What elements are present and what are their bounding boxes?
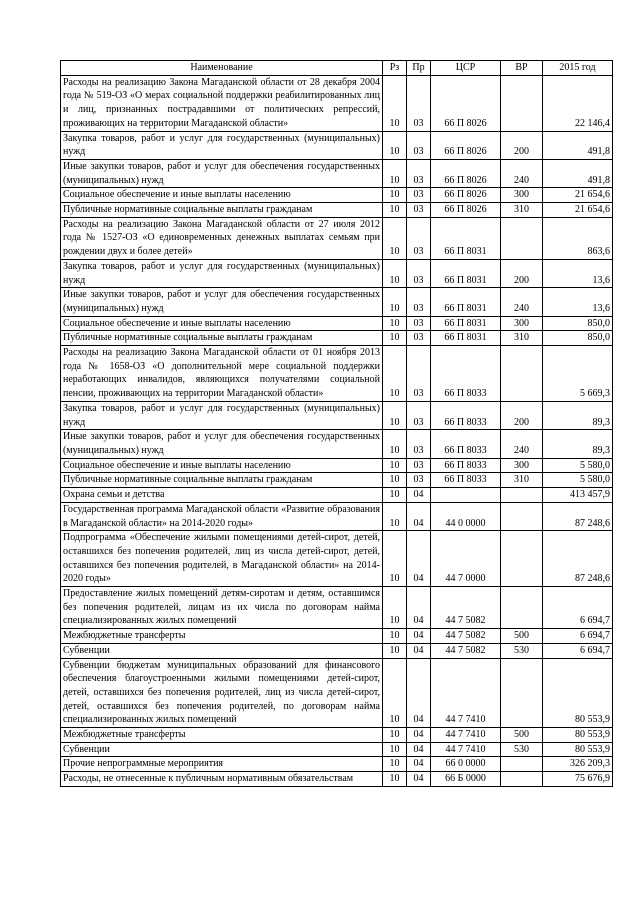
table-row bbox=[61, 159, 613, 187]
row-pr: 04 bbox=[407, 643, 431, 658]
row-csr: 66 П 8033 bbox=[431, 346, 501, 402]
row-rz: 10 bbox=[383, 658, 407, 728]
table-row bbox=[61, 658, 613, 728]
row-vr bbox=[501, 772, 543, 787]
table-row bbox=[61, 331, 613, 346]
header-row bbox=[61, 61, 613, 76]
row-vr bbox=[501, 502, 543, 530]
row-vr: 530 bbox=[501, 742, 543, 757]
table-row bbox=[61, 346, 613, 402]
col-header-pr: Пр bbox=[407, 61, 431, 76]
row-name: Иные закупки товаров, работ и услуг для обеспечения государственных (муниципальных) нужд bbox=[61, 159, 383, 187]
table-row bbox=[61, 288, 613, 316]
row-csr bbox=[431, 488, 501, 503]
row-name: Закупка товаров, работ и услуг для государственных (муниципальных) нужд bbox=[61, 131, 383, 159]
row-pr: 04 bbox=[407, 742, 431, 757]
row-pr: 03 bbox=[407, 346, 431, 402]
row-vr bbox=[501, 531, 543, 587]
row-vr: 200 bbox=[501, 401, 543, 429]
row-csr: 66 П 8031 bbox=[431, 288, 501, 316]
row-csr: 44 7 5082 bbox=[431, 629, 501, 644]
table-row bbox=[61, 131, 613, 159]
row-pr: 03 bbox=[407, 430, 431, 458]
row-csr: 66 П 8033 bbox=[431, 401, 501, 429]
row-rz: 10 bbox=[383, 502, 407, 530]
row-vr bbox=[501, 346, 543, 402]
row-pr: 03 bbox=[407, 288, 431, 316]
table-row bbox=[61, 217, 613, 259]
row-pr: 03 bbox=[407, 188, 431, 203]
row-pr: 04 bbox=[407, 728, 431, 743]
row-csr: 44 7 5082 bbox=[431, 587, 501, 629]
row-amount: 491,8 bbox=[543, 131, 613, 159]
row-rz: 10 bbox=[383, 346, 407, 402]
row-csr: 44 7 5082 bbox=[431, 643, 501, 658]
row-name: Подпрограмма «Обеспечение жилыми помещениями детей-сирот, детей, оставшихся без попечения родителей, лиц из числа детей-сирот, детей, оставшихся без попечения родителей, в Магаданской области» на 2014-2020 годы» bbox=[61, 531, 383, 587]
table-row bbox=[61, 188, 613, 203]
row-rz: 10 bbox=[383, 728, 407, 743]
row-rz: 10 bbox=[383, 288, 407, 316]
row-name: Закупка товаров, работ и услуг для государственных (муниципальных) нужд bbox=[61, 259, 383, 287]
row-amount: 5 669,3 bbox=[543, 346, 613, 402]
row-csr: 44 0 0000 bbox=[431, 502, 501, 530]
row-vr bbox=[501, 75, 543, 131]
row-csr: 44 7 0000 bbox=[431, 531, 501, 587]
row-amount: 87 248,6 bbox=[543, 502, 613, 530]
row-amount: 413 457,9 bbox=[543, 488, 613, 503]
row-amount: 87 248,6 bbox=[543, 531, 613, 587]
row-pr: 04 bbox=[407, 488, 431, 503]
row-name: Социальное обеспечение и иные выплаты населению bbox=[61, 458, 383, 473]
row-csr: 66 П 8026 bbox=[431, 131, 501, 159]
row-rz: 10 bbox=[383, 757, 407, 772]
col-header-rz: Рз bbox=[383, 61, 407, 76]
row-pr: 03 bbox=[407, 75, 431, 131]
row-rz: 10 bbox=[383, 473, 407, 488]
row-name: Межбюджетные трансферты bbox=[61, 728, 383, 743]
row-vr: 300 bbox=[501, 316, 543, 331]
row-rz: 10 bbox=[383, 531, 407, 587]
col-header-name: Наименование bbox=[61, 61, 383, 76]
row-amount: 80 553,9 bbox=[543, 658, 613, 728]
row-amount: 6 694,7 bbox=[543, 587, 613, 629]
row-csr: 66 Б 0000 bbox=[431, 772, 501, 787]
row-csr: 66 П 8026 bbox=[431, 159, 501, 187]
row-rz: 10 bbox=[383, 772, 407, 787]
row-rz: 10 bbox=[383, 488, 407, 503]
row-vr: 200 bbox=[501, 259, 543, 287]
row-rz: 10 bbox=[383, 401, 407, 429]
row-vr bbox=[501, 488, 543, 503]
row-name: Иные закупки товаров, работ и услуг для обеспечения государственных (муниципальных) нужд bbox=[61, 430, 383, 458]
row-vr: 240 bbox=[501, 288, 543, 316]
row-vr: 530 bbox=[501, 643, 543, 658]
row-csr: 66 П 8031 bbox=[431, 316, 501, 331]
row-csr: 66 П 8031 bbox=[431, 217, 501, 259]
row-vr bbox=[501, 757, 543, 772]
row-rz: 10 bbox=[383, 316, 407, 331]
row-name: Охрана семьи и детства bbox=[61, 488, 383, 503]
table-row bbox=[61, 75, 613, 131]
row-rz: 10 bbox=[383, 643, 407, 658]
col-header-year: 2015 год bbox=[543, 61, 613, 76]
col-header-csr: ЦСР bbox=[431, 61, 501, 76]
row-pr: 03 bbox=[407, 131, 431, 159]
row-vr: 310 bbox=[501, 331, 543, 346]
row-amount: 850,0 bbox=[543, 331, 613, 346]
row-amount: 75 676,9 bbox=[543, 772, 613, 787]
row-pr: 04 bbox=[407, 629, 431, 644]
row-name: Субвенции bbox=[61, 643, 383, 658]
row-name: Государственная программа Магаданской области «Развитие образования в Магаданской области» на 2014-2020 годы» bbox=[61, 502, 383, 530]
row-vr: 300 bbox=[501, 188, 543, 203]
table-row bbox=[61, 316, 613, 331]
row-amount: 22 146,4 bbox=[543, 75, 613, 131]
row-csr: 66 П 8026 bbox=[431, 203, 501, 218]
row-rz: 10 bbox=[383, 587, 407, 629]
row-rz: 10 bbox=[383, 159, 407, 187]
row-csr: 66 П 8031 bbox=[431, 331, 501, 346]
row-amount: 6 694,7 bbox=[543, 629, 613, 644]
table-row bbox=[61, 531, 613, 587]
row-name: Расходы на реализацию Закона Магаданской области от 01 ноября 2013 года № 1658-ОЗ «О дополнительной мере социальной поддержки неработающих инвалидов, являющихся получателями социальной пенсии, проживающих на территории Магаданской области» bbox=[61, 346, 383, 402]
row-csr: 66 П 8026 bbox=[431, 75, 501, 131]
row-amount: 863,6 bbox=[543, 217, 613, 259]
row-rz: 10 bbox=[383, 75, 407, 131]
row-name: Расходы на реализацию Закона Магаданской области от 27 июля 2012 года № 1527-ОЗ «О единовременных денежных выплатах семьям при рождении двух и более детей» bbox=[61, 217, 383, 259]
row-rz: 10 bbox=[383, 259, 407, 287]
row-name: Предоставление жилых помещений детям-сиротам и детям, оставшимся без попечения родителей, лицам из их числа по договорам найма специализированных жилых помещений bbox=[61, 587, 383, 629]
row-name: Прочие непрограммные мероприятия bbox=[61, 757, 383, 772]
row-name: Социальное обеспечение и иные выплаты населению bbox=[61, 188, 383, 203]
row-rz: 10 bbox=[383, 188, 407, 203]
table-row bbox=[61, 502, 613, 530]
table-row bbox=[61, 430, 613, 458]
row-name: Межбюджетные трансферты bbox=[61, 629, 383, 644]
table-row bbox=[61, 629, 613, 644]
row-pr: 03 bbox=[407, 458, 431, 473]
row-rz: 10 bbox=[383, 742, 407, 757]
table-row bbox=[61, 728, 613, 743]
row-vr bbox=[501, 587, 543, 629]
row-csr: 66 П 8033 bbox=[431, 458, 501, 473]
row-vr: 500 bbox=[501, 728, 543, 743]
table-row bbox=[61, 757, 613, 772]
table-row bbox=[61, 643, 613, 658]
row-amount: 80 553,9 bbox=[543, 742, 613, 757]
row-rz: 10 bbox=[383, 629, 407, 644]
row-vr bbox=[501, 658, 543, 728]
row-csr: 44 7 7410 bbox=[431, 742, 501, 757]
row-csr: 66 П 8033 bbox=[431, 473, 501, 488]
row-name: Социальное обеспечение и иные выплаты населению bbox=[61, 316, 383, 331]
row-pr: 04 bbox=[407, 658, 431, 728]
row-name: Субвенции бюджетам муниципальных образований для финансового обеспечения благоустроенными жилыми помещениями детей-сирот, детей, оставшихся без попечения родителей, лиц из числа детей-сирот, детей, оставшихся без попечения родителей, по договорам найма специализированных жилых помещений bbox=[61, 658, 383, 728]
row-pr: 04 bbox=[407, 502, 431, 530]
row-rz: 10 bbox=[383, 458, 407, 473]
row-rz: 10 bbox=[383, 203, 407, 218]
row-csr: 44 7 7410 bbox=[431, 728, 501, 743]
row-csr: 66 0 0000 bbox=[431, 757, 501, 772]
row-pr: 04 bbox=[407, 587, 431, 629]
row-name: Расходы, не отнесенные к публичным нормативным обязательствам bbox=[61, 772, 383, 787]
row-rz: 10 bbox=[383, 331, 407, 346]
row-pr: 03 bbox=[407, 473, 431, 488]
row-csr: 66 П 8031 bbox=[431, 259, 501, 287]
row-pr: 04 bbox=[407, 531, 431, 587]
row-pr: 04 bbox=[407, 772, 431, 787]
row-pr: 03 bbox=[407, 316, 431, 331]
row-vr: 240 bbox=[501, 430, 543, 458]
row-name: Расходы на реализацию Закона Магаданской области от 28 декабря 2004 года № 519-ОЗ «О мерах социальной поддержки реабилитированных лиц и лиц, признанных пострадавшими от политических репрессий, проживающих на территории Магаданской области» bbox=[61, 75, 383, 131]
row-amount: 6 694,7 bbox=[543, 643, 613, 658]
row-amount: 21 654,6 bbox=[543, 188, 613, 203]
row-csr: 66 П 8033 bbox=[431, 430, 501, 458]
row-amount: 13,6 bbox=[543, 288, 613, 316]
row-vr: 300 bbox=[501, 458, 543, 473]
row-vr bbox=[501, 217, 543, 259]
row-amount: 89,3 bbox=[543, 401, 613, 429]
budget-table bbox=[60, 60, 613, 787]
row-amount: 13,6 bbox=[543, 259, 613, 287]
row-name: Иные закупки товаров, работ и услуг для обеспечения государственных (муниципальных) нужд bbox=[61, 288, 383, 316]
table-row bbox=[61, 458, 613, 473]
col-header-vr: ВР bbox=[501, 61, 543, 76]
row-rz: 10 bbox=[383, 430, 407, 458]
table-row bbox=[61, 587, 613, 629]
table-row bbox=[61, 473, 613, 488]
row-pr: 04 bbox=[407, 757, 431, 772]
row-amount: 21 654,6 bbox=[543, 203, 613, 218]
table-row bbox=[61, 772, 613, 787]
row-name: Публичные нормативные социальные выплаты гражданам bbox=[61, 331, 383, 346]
row-amount: 326 209,3 bbox=[543, 757, 613, 772]
row-vr: 240 bbox=[501, 159, 543, 187]
row-rz: 10 bbox=[383, 131, 407, 159]
row-csr: 44 7 7410 bbox=[431, 658, 501, 728]
row-vr: 200 bbox=[501, 131, 543, 159]
table-row bbox=[61, 259, 613, 287]
row-amount: 89,3 bbox=[543, 430, 613, 458]
row-pr: 03 bbox=[407, 331, 431, 346]
table-row bbox=[61, 401, 613, 429]
table-row bbox=[61, 742, 613, 757]
row-pr: 03 bbox=[407, 259, 431, 287]
row-pr: 03 bbox=[407, 217, 431, 259]
row-pr: 03 bbox=[407, 401, 431, 429]
row-amount: 80 553,9 bbox=[543, 728, 613, 743]
row-vr: 500 bbox=[501, 629, 543, 644]
row-amount: 850,0 bbox=[543, 316, 613, 331]
row-rz: 10 bbox=[383, 217, 407, 259]
row-name: Публичные нормативные социальные выплаты гражданам bbox=[61, 473, 383, 488]
row-pr: 03 bbox=[407, 203, 431, 218]
row-pr: 03 bbox=[407, 159, 431, 187]
row-name: Закупка товаров, работ и услуг для государственных (муниципальных) нужд bbox=[61, 401, 383, 429]
row-amount: 491,8 bbox=[543, 159, 613, 187]
row-vr: 310 bbox=[501, 203, 543, 218]
row-vr: 310 bbox=[501, 473, 543, 488]
table-row bbox=[61, 203, 613, 218]
row-amount: 5 580,0 bbox=[543, 473, 613, 488]
table-row bbox=[61, 488, 613, 503]
row-name: Публичные нормативные социальные выплаты гражданам bbox=[61, 203, 383, 218]
row-amount: 5 580,0 bbox=[543, 458, 613, 473]
row-csr: 66 П 8026 bbox=[431, 188, 501, 203]
row-name: Субвенции bbox=[61, 742, 383, 757]
